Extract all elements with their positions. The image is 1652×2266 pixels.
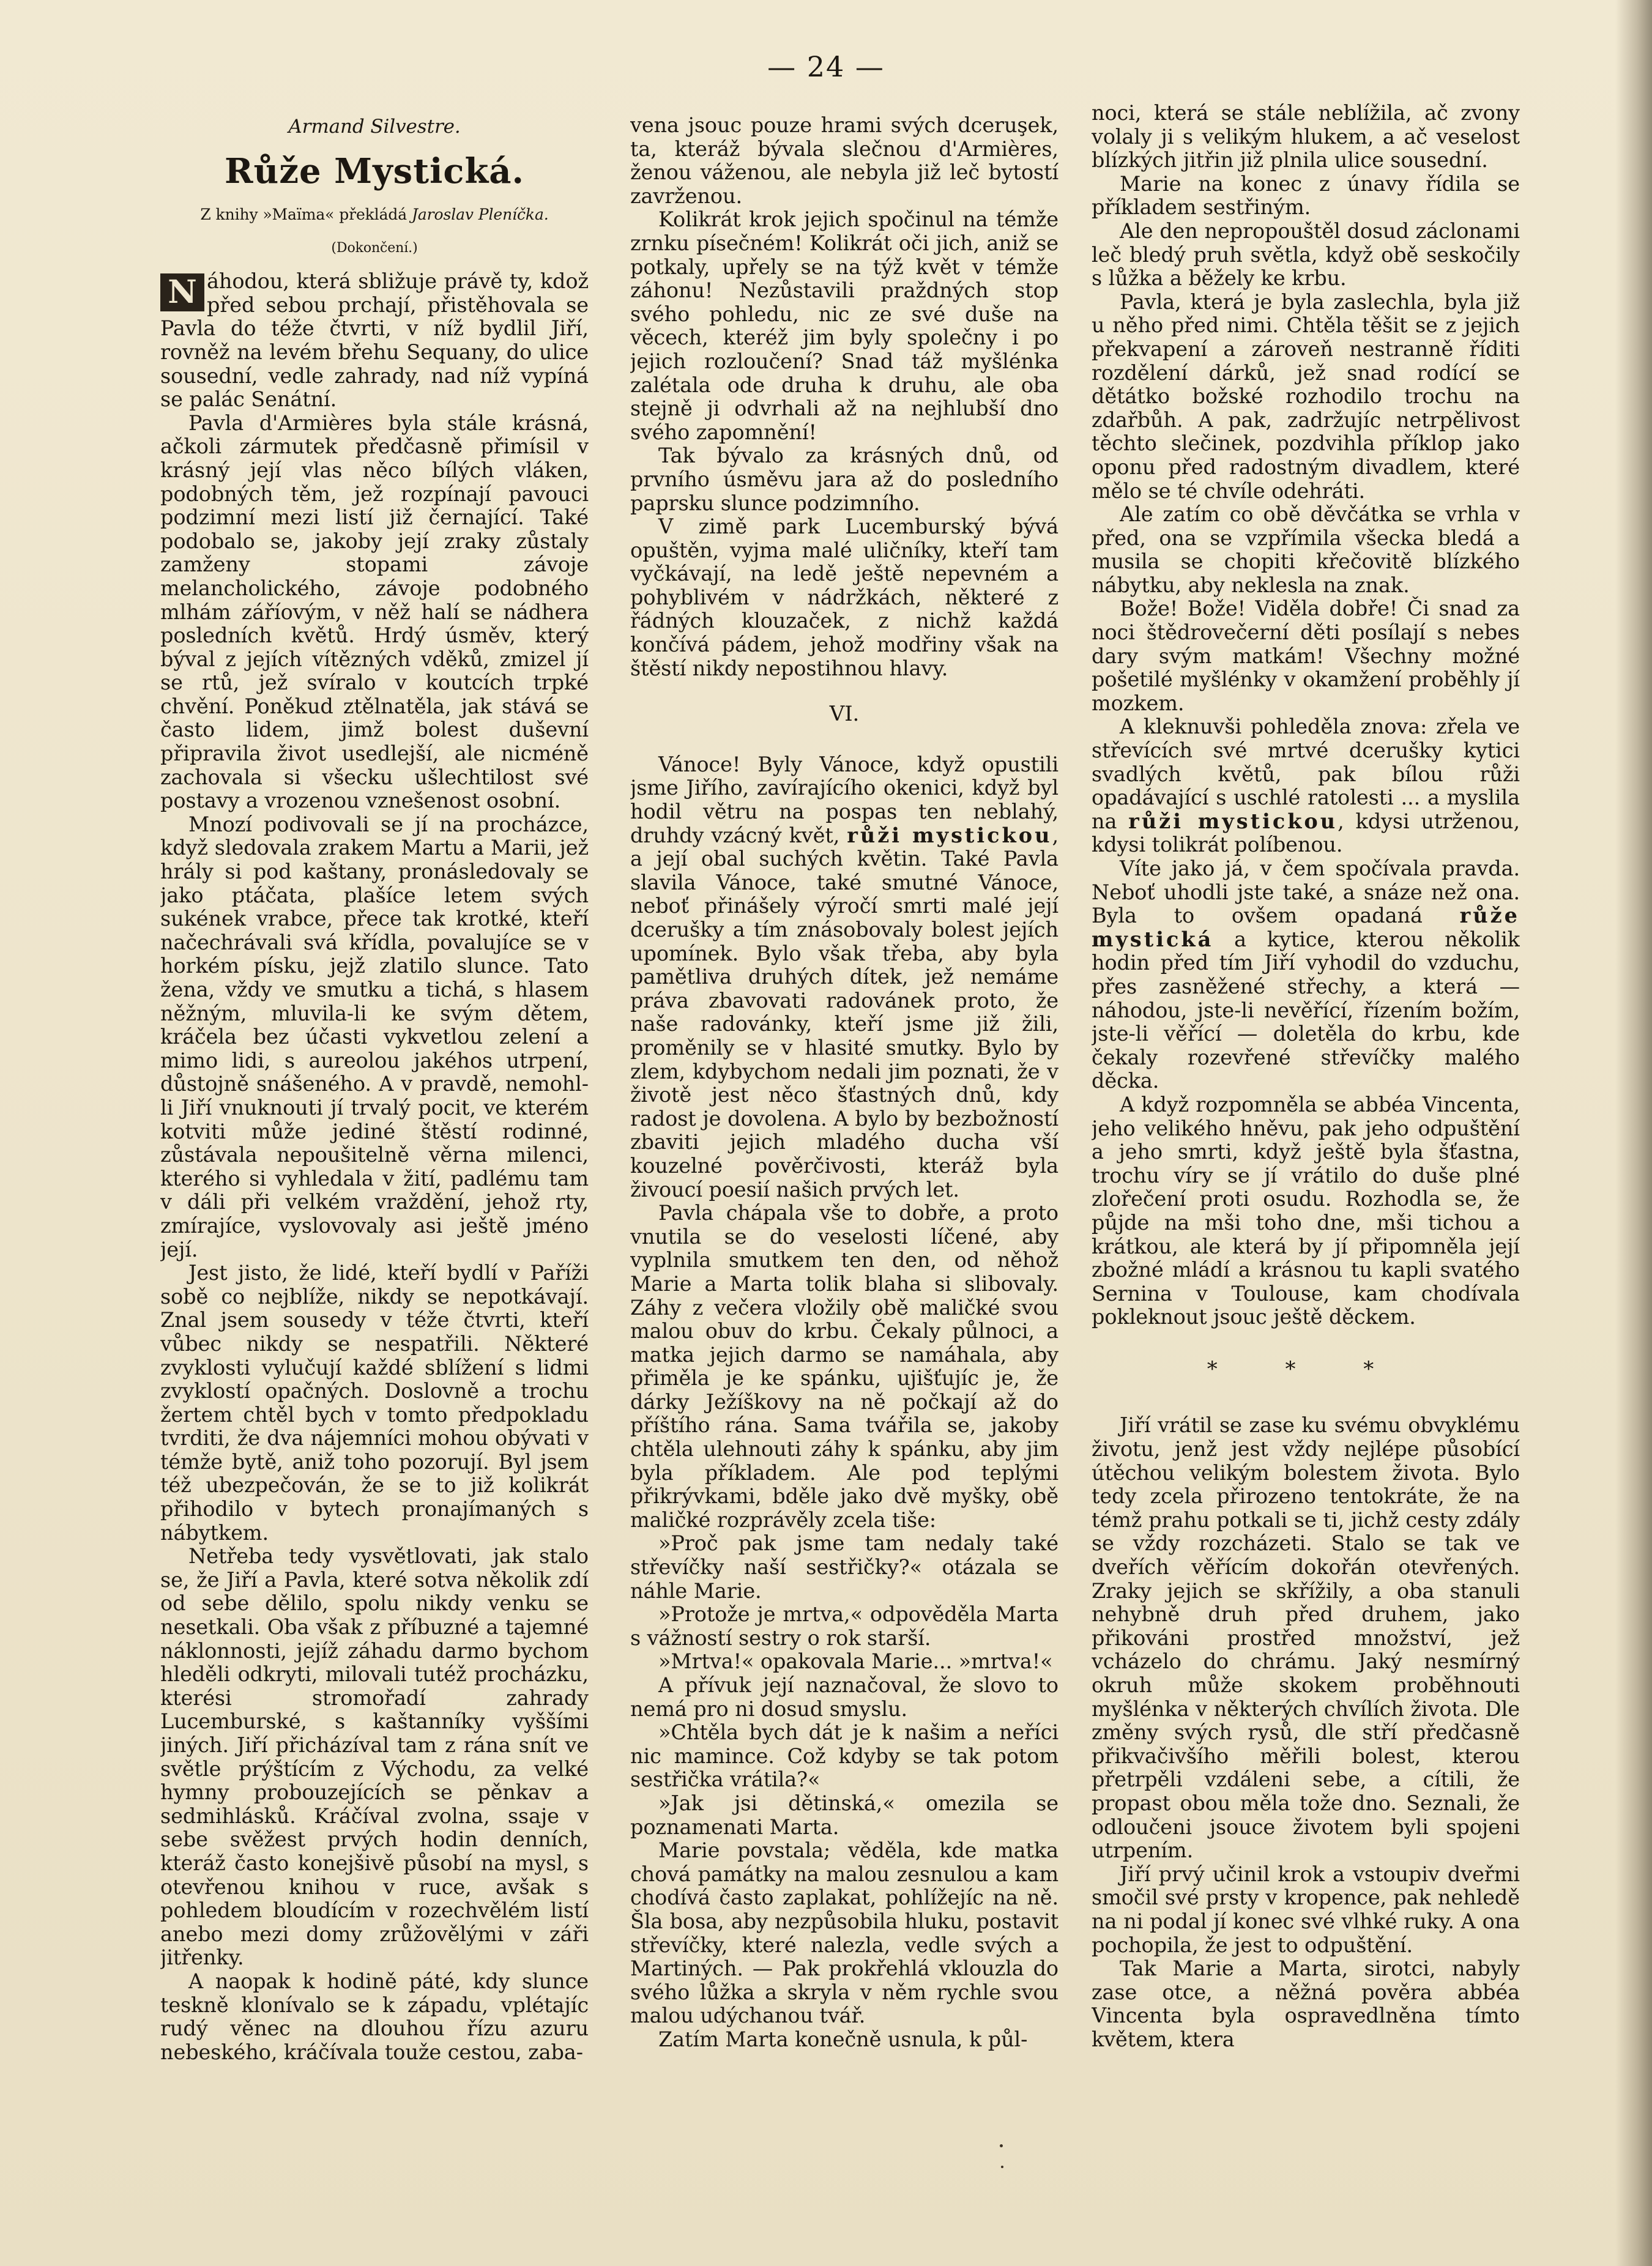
paragraph: Pavla d'Armières byla stále krásná, ačkoli zármutek předčasně přimísil v krásný její vlas něco bílých vláken, podobných těm, jež rozpínají pavouci podzimní mezi listí již černající. Také podobalo se, jakoby její zraky zůstaly zamženy stopami závoje melancholického, závoje podobného mlhám záříovým, v něž halí se nádhera posledních květů. Hrdý úsměv, který býval z jejích vítězných vděků, zmizel jí se rtů, jež svíralo v koutcích trpké chvění. Poněkud ztělnatěla, jak stává se často lidem, jimž bolest duševní připravila život usedlejší, ale nicméně zachovala si všecku ušlechtilost své postavy a vrozenou vznešenost osobní. bbox=[160, 410, 589, 813]
paragraph: V zimě park Lucemburský bývá opuštěn, vyjma malé uličníky, kteří tam vyčkávají, na ledě ještě nepevném a pohyblivém v nádržkách, některé z řádných klouzaček, z nichž každá končívá pádem, jehož modřiny však na štěstí nikdy nepostihnou hlavy. bbox=[630, 514, 1059, 680]
dialogue: »Mrtva!« opakovala Marie... »mrtva!« bbox=[658, 1649, 1053, 1674]
page-number: — 24 — bbox=[767, 50, 885, 83]
paragraph: Zatím Marta konečně usnula, k půl- bbox=[658, 2027, 1028, 2051]
paragraph: A když rozpomněla se abbéa Vincenta, jeho velikého hněvu, pak jeho odpuštění a jeho smrti, když ještě byla šťastna, trochu víry se jí vrátilo do duše plné zlořečení proti osudu. Rozhodla se, že půjde na mši toho dne, mši tichou a krátkou, ale která by jí připomněla její zbožné mládí a krásnou tu kapli svatého Sernina v Toulouse, kam chodívala pokleknout jsouc ještě děckem. bbox=[1092, 1092, 1520, 1329]
paragraph: Tak bývalo za krásných dnů, od prvního úsměvu jara až do posledního paprsku slunce podzimního. bbox=[630, 444, 1059, 515]
emphasis: růže mystická bbox=[1092, 904, 1520, 951]
emphasis: růži mystickou bbox=[1128, 809, 1338, 833]
subtitle bbox=[160, 204, 589, 226]
column-1 bbox=[160, 110, 589, 2190]
author: Armand Silvestre. bbox=[288, 116, 461, 138]
dialogue: »Chtěla bych dát je k našim a neříci nic mamince. Což kdyby se tak potom sestřička vrátila?« bbox=[630, 1720, 1059, 1792]
paragraph: A přívuk její naznačoval, že slovo to nemá pro ni dosud smyslu. bbox=[630, 1673, 1059, 1721]
column-3 bbox=[1092, 102, 1520, 2182]
paragraph: Jest jisto, že lidé, kteří bydlí v Paříži sobě co nejblíže, nikdy se nepotkávají. Znal jsem sousedy v téže čtvrti, kteří vůbec nikdy se nespatřili. Některé zvyklosti vylučují každé sblížení s lidmi zvyklostí opačných. Doslovně a trochu žertem chtěl bych v tomto předpokladu tvrditi, že dva nájemníci mohou obývati v témže bytě, aniž toho pozorují. Byl jsem též ubezpečován, že se to již kolikrát přihodilo v bytech pronajímaných s nábytkem. bbox=[160, 1261, 589, 1545]
paragraph: Pavla chápala vše to dobře, a proto vnutila se do veselosti líčené, aby vyplnila smutkem ten den, od něhož Marie a Marta tolik blaha si slibovaly. Záhy z večera vložily obě maličké svou malou obuv do krbu. Čekaly půlnoci, a matka jejich darmo se namáhala, aby přiměla je ke spánku, ujišťujíc je, že dárky Ježíškovy na ně počkají až do příštího rána. Sama tvářila se, jakoby chtěla ulehnouti záhy k spánku, aby jim byla příkladem. Ale pod teplými přikrývkami, bděle jako dvě myšky, obě maličké rozprávěly zcela tiše: bbox=[630, 1201, 1059, 1532]
paragraph: N áhodou, která sbližuje právě ty, kdož před sebou prchají, přistěhovala se Pavla do téže čtvrti, v níž bydlil Jiří, rovněž na levém břehu Sequany, do ulice sousední, vedle zahrady, nad níž vypíná se palác Senátní. bbox=[160, 269, 589, 412]
paragraph: Marie na konec z únavy řídila se příkladem sestřiným. bbox=[1092, 171, 1520, 220]
section-number: VI. bbox=[829, 702, 860, 727]
dialogue: »Jak jsi dětinská,« omezila se poznamenati Marta. bbox=[630, 1791, 1059, 1839]
paragraph: Vánoce! Byly Vánoce, když opustili jsme Jiřího, zavírajícího okenici, když byl hodil větru na pospas ten neblahý, druhdy vzácný květ, růži mystickou, a její obal suchých květin. Také Pavla slavila Vánoce, také smutné Vánoce, neboť přinášely výročí smrti malé její dcerušky a tím znásobovaly bolest jejích upomínek. Bylo však třeba, aby byla pamětliva druhých dítek, jež nemáme práva zbavovati radovánek proto, že naše radovánky, kteří jsme již žili, proměnily se v hlasité smutky. Bylo by zlem, kdybychom nedali jim poznati, že v životě jest něco šťastných dnů, kdy radost je dovolena. A bylo by bezbožností zbaviti jejich mladého ducha vší kouzelné pověrčivosti, kteráž byla živoucí poesií našich prvých let. bbox=[630, 752, 1059, 1202]
paragraph: vena jsouc pouze hrami svých dceruşek, ta, kteráž bývala slečnou d'Armières, ženou váženou, ale nebyla již leč bytostí zavrženou. bbox=[630, 114, 1059, 208]
paragraph: Bože! Bože! Viděla dobře! Či snad za noci štědrovečerní děti posílají s nebes dary svým matkám! Všechny možné pošetilé myšlénky v okamžení proběhly jí mozkem. bbox=[1092, 596, 1520, 715]
book-spine-shadow bbox=[1615, 0, 1652, 2266]
column-2 bbox=[630, 114, 1059, 2194]
paragraph: Marie povstala; věděla, kde matka chová památky na malou zesnulou a kam chodívá často zaplakat, pohlížejíc na ně. Šla bosa, aby nezpůsobila hluku, postavit střevíčky, které nalezla, vedle svých a Martiných. — Pak prokřehlá vklouzla do svého lůžka a skryla v něm rychle svou malou udýchanou tvář. bbox=[630, 1838, 1059, 2028]
paragraph: Netřeba tedy vysvětlovati, jak stalo se, že Jiří a Pavla, které sotva několik zdí od sebe dělilo, spolu nikdy venku se nesetkali. Oba však z příbuzné a tajemné náklonnosti, jejíž záhadu darmo bychom hleděli odkryti, milovali tutéž procházku, kterési stromořadí zahrady Lucemburské, s kaštanníky vyššími jiných. Jiří přicházíval tam z rána snít ve světle prýštícím z Východu, za velké hymny probouzejících se pěnkav a sedmihlásků. Kráčíval zvolna, ssaje v sebe svěžest prvých hodin denních, kteráž často konejšivě působí na mysl, s otevřenou knihou v ruce, avšak s pohledem bloudícím v rozechvělém listí anebo mezi domy zrůžovělými v záři jitřenky. bbox=[160, 1544, 589, 1970]
dialogue: »Proč pak jsme tam nedaly také střevíčky naší sestřičky?« otázala se náhle Marie. bbox=[630, 1531, 1059, 1603]
paragraph: Jiří prvý učinil krok a vstoupiv dveřmi smočil své prsty v kropence, pak nehledě na ni podal jí konec své vlhké ruky. A ona pochopila, že jest to odpuštění. bbox=[1092, 1862, 1520, 1957]
paragraph: A naopak k hodině páté, kdy slunce teskně klonívalo se k západu, vplétajíc rudý věnec na dlouhou řízu azuru nebeského, kráčívala touže cestou, zaba- bbox=[160, 1969, 589, 2064]
paragraph: Ale zatím co obě děvčátka se vrhla v před, ona se vzpřímila všecka bledá a musila se chopiti křečovitě blízkého nábytku, aby neklesla na znak. bbox=[1092, 502, 1520, 597]
emphasis: růži mystickou bbox=[847, 823, 1052, 847]
paragraph: A kleknuvši pohleděla znova: zřela ve střevících své mrtvé dcerušky kytici svadlých květů, pak bílou růži opadávající s uschlé ratolesti ... a myslila na růži mystickou, kdysi utrženou, kdysi tolikrát políbenou. bbox=[1092, 715, 1520, 857]
paragraph: Pavla, která je byla zaslechla, byla již u něho před nimi. Chtěla těšit se z jejich překvapení a zároveň nestranně říditi rozdělení dárků, jež snad rodící se dětátko božské rozhodilo trochu na zdařbůh. A pak, zadržujíc netrpělivost těchto slečinek, pozdvihla příklop jako oponu před radostným divadlem, které mělo se té chvíle odehráti. bbox=[1092, 289, 1520, 503]
paragraph: Mnozí podivovali se jí na procházce, když sledovala zrakem Martu a Marii, jež hrály si pod kaštany, pronásledovaly se jako ptáčata, plašíce letem svých sukének vrabce, přece tak krotké, kteří načechrávali svá křídla, povalujíce se v horkém písku, jejž zlatilo slunce. Tato žena, vždy ve smutku a tichá, s hlasem něžným, mluvila-li ke svým dětem, kráčela bez účasti vykvetlou zelení a mimo lidi, s aureolou jakéhos utrpení, důstojně snášeného. A v pravdě, nemohl-li Jiří vnuknouti jí trvalý pocit, ve kterém kotviti může jediné štěstí rodinné, zůstávala nepoušitelně věrna milenci, kterého si vyhledala v žití, padlému tam v dáli při velkém vraždění, jehož rty, zmírajíce, vyslovovaly asi ještě jméno její. bbox=[160, 812, 589, 1261]
paragraph: Víte jako já, v čem spočívala pravda. Neboť uhodli jste také, a snáze než ona. Byla to ovšem opadaná růže mystická a kytice, kterou několik hodin před tím Jiří vyhodil do vzduchu, přes zasněžené střechy, a která — náhodou, jste-li nevěřící, řízením božím, jste-li věřící — doletěla do krbu, kde čekaly rozevřené střevíčky malého děcka. bbox=[1092, 856, 1520, 1093]
paragraph: Tak Marie a Marta, sirotci, nabyly zase otce, a něžná pověra abbéa Vincenta byla ospravedlněna tímto květem, ktera bbox=[1092, 1956, 1520, 2051]
ink-speck bbox=[1000, 2144, 1003, 2147]
paragraph: noci, která se stále neblížila, ač zvony volaly ji s velikým hlukem, a ač veselost blízkých jitřin již plnila ulice sousední. bbox=[1092, 102, 1520, 173]
asterism-divider: * * * bbox=[1207, 1356, 1405, 1381]
drop-cap: N bbox=[160, 273, 204, 311]
paragraph: Ale den nepropouštěl dosud záclonami leč bledý pruh světla, když obě seskočily s lůžka a běžely ke krbu. bbox=[1092, 218, 1520, 291]
paragraph: Jiří vrátil se zase ku svému obvyklému životu, jenž jest vždy nejlépe působící útěchou velikým bolestem života. Bylo tedy zcela přirozeno tentokráte, že na témž prahu potkali se ti, jichž cesty zdály se vždy rozcházeti. Stalo se tak ve dveřích věřícím dokořán otevřených. Zraky jejich se skřížily, a oba stanuli nehybně druh před druhem, jako přikováni prostřed množství, jež vcházelo do chrámu. Jaký nesmírný okruh může skokem proběhnouti myšlénka v některých chvílích života. Dle změny svých rysů, dle stří předčasně přikvačivšího měřili bolest, kterou přetrpěli vzdáleni sebe, a cítili, že propast obou měla tože dno. Seznali, že odloučeni jsouce životem byli spojeni utrpením. bbox=[1092, 1413, 1520, 1863]
ink-speck bbox=[1001, 2166, 1003, 2168]
continuation-note: (Dokončení.) bbox=[331, 240, 418, 256]
translator: Jaroslav Pleníčka. bbox=[411, 205, 549, 223]
dialogue: »Protože je mrtva,« odpověděla Marta s vážností sestry o rok starší. bbox=[630, 1602, 1059, 1650]
subtitle-prefix: Z knihy »Maïma« překládá bbox=[200, 205, 412, 223]
article-title: Růže Mystická. bbox=[224, 150, 525, 191]
paragraph: Kolikrát krok jejich spočinul na témže zrnku písečném! Kolikrát oči jich, aniž se potkaly, upřely se na týž květ v témže záhonu! Nezůstavili praždných stop svého pohledu, nic ze své duše na věcech, kteréž jim byly společny i po jejich rozloučení? Snad táž myšlénka zalétala ode druha k druhu, ale oba stejně ji odvrhali až na nejhlubší dno svého zapomnění! bbox=[630, 207, 1059, 444]
